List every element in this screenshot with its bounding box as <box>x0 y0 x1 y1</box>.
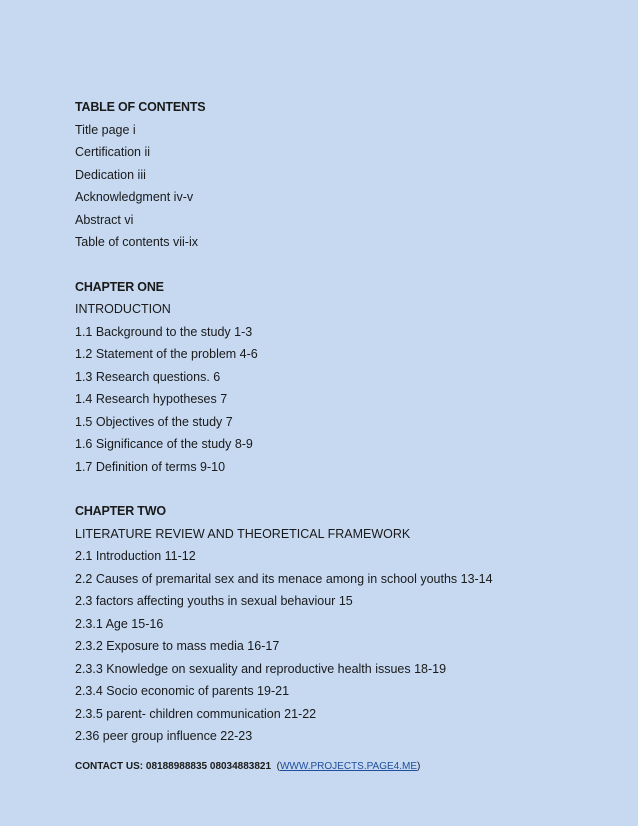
toc-entry: Dedication iii <box>75 167 146 182</box>
toc-entry: 1.3 Research questions. 6 <box>75 369 221 384</box>
toc-entry: 1.7 Definition of terms 9-10 <box>75 459 226 474</box>
toc-entry: Acknowledgment iv-v <box>75 190 194 204</box>
toc-entry: 2.3.3 Knowledge on sexuality and reproductive health issues 18-19 <box>75 661 447 676</box>
toc-entry: Table of contents vii-ix <box>75 235 198 249</box>
toc-title: TABLE OF CONTENTS <box>75 100 206 114</box>
toc-entry: LITERATURE REVIEW AND THEORETICAL FRAMEWORK <box>75 526 411 541</box>
toc-entry: 2.3.4 Socio economic of parents 19-21 <box>75 684 290 698</box>
toc-entry: 2.3.5 parent- children communication 21-22 <box>75 706 317 721</box>
spacer <box>75 254 615 276</box>
toc-entry: Abstract vi <box>75 212 134 227</box>
toc-entry: 1.6 Significance of the study 8-9 <box>75 437 253 451</box>
toc-entry: Title page i <box>75 122 136 137</box>
link-open-paren: ( <box>276 761 280 772</box>
toc-entry: 2.3.2 Exposure to mass media 16-17 <box>75 639 280 653</box>
front-matter-list <box>75 119 615 254</box>
chapter-two-list <box>75 523 615 748</box>
document-page <box>75 96 615 748</box>
toc-entry: 2.3.1 Age 15-16 <box>75 616 164 631</box>
contact-phones: 08188988835 08034883821 <box>145 761 272 772</box>
toc-entry: 2.3 factors affecting youths in sexual behaviour 15 <box>75 594 353 608</box>
spacer <box>75 478 615 500</box>
toc-entry: 1.1 Background to the study 1-3 <box>75 324 253 339</box>
toc-entry: 1.4 Research hypotheses 7 <box>75 392 228 406</box>
chapter-one-title: CHAPTER ONE <box>75 279 164 294</box>
page-footer <box>75 760 420 774</box>
toc-entry: Certification ii <box>75 145 151 159</box>
toc-entry: 1.2 Statement of the problem 4-6 <box>75 347 258 361</box>
contact-label: CONTACT US: <box>75 761 144 772</box>
toc-entry: 1.5 Objectives of the study 7 <box>75 414 233 429</box>
toc-entry: INTRODUCTION <box>75 302 171 316</box>
website-link[interactable]: WWW.PROJECTS.PAGE4.ME <box>279 761 418 772</box>
link-close-paren: ) <box>417 761 421 772</box>
chapter-one-list <box>75 298 615 478</box>
toc-entry: 2.1 Introduction 11-12 <box>75 549 196 563</box>
toc-entry: 2.2 Causes of premarital sex and its menace among in school youths 13-14 <box>75 571 493 586</box>
chapter-two-title: CHAPTER TWO <box>75 504 166 518</box>
toc-entry: 2.36 peer group influence 22-23 <box>75 729 253 743</box>
